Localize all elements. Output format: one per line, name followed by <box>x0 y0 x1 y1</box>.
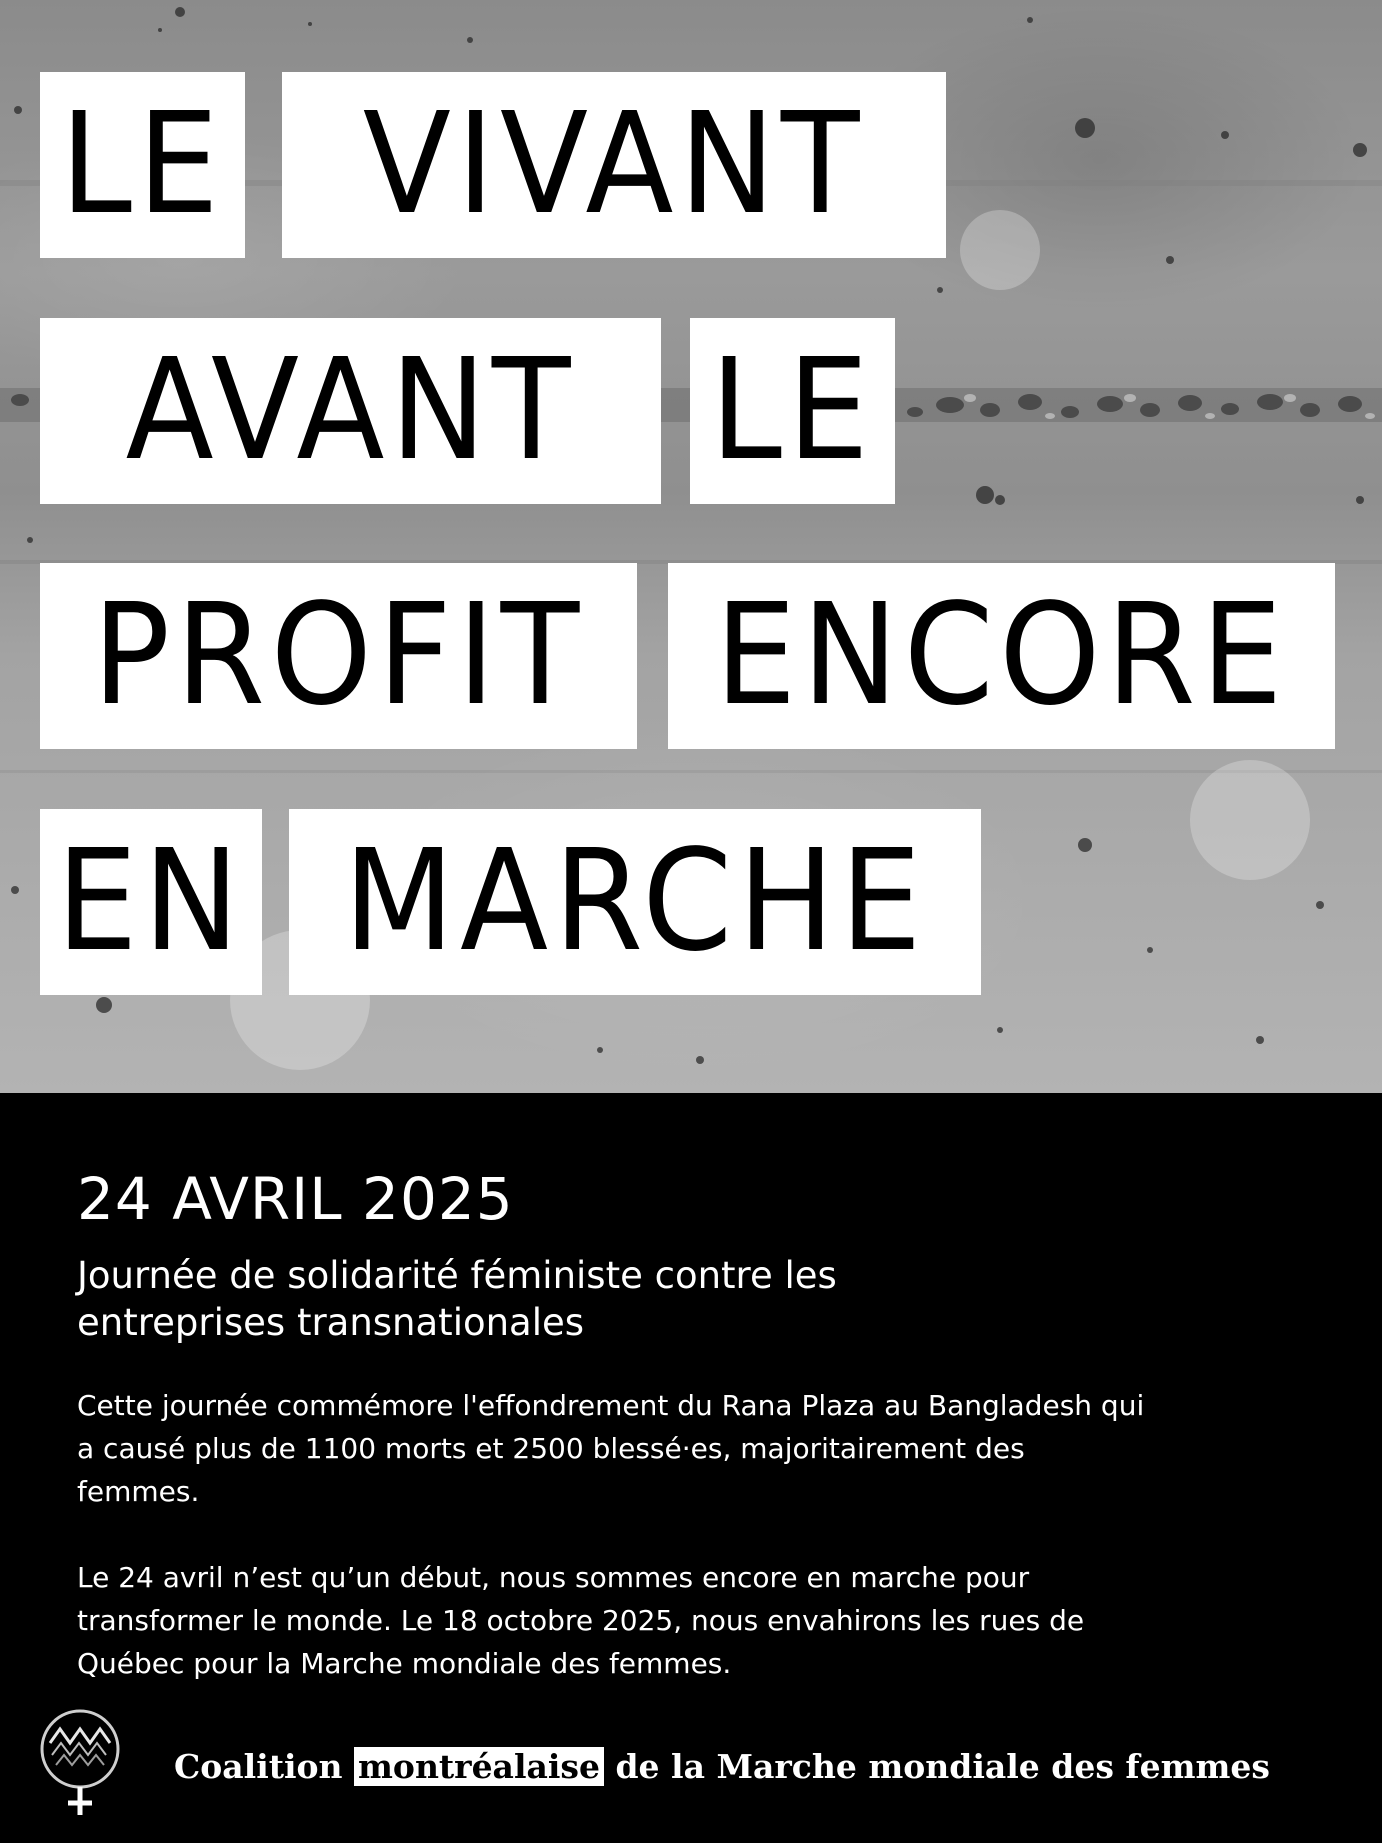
event-subtitle-line-1: Journée de solidarité féministe contre les <box>77 1254 837 1297</box>
headline-word-avant: AVANT <box>40 318 661 504</box>
headline-word-le-1: LE <box>40 72 245 258</box>
headline-word-vivant: VIVANT <box>282 72 946 258</box>
headline-word-encore: ENCORE <box>668 563 1335 749</box>
footer-prefix: Coalition <box>174 1747 343 1786</box>
body-paragraph-2-line-2: transformer le monde. Le 18 octobre 2025, nous envahirons les rues de <box>77 1604 1085 1637</box>
footer-credit <box>174 1745 1270 1789</box>
body-paragraph-1-line-3: femmes. <box>77 1475 200 1508</box>
marche-mondiale-logo-icon <box>30 1703 130 1823</box>
body-paragraph-2-line-1: Le 24 avril n’est qu’un début, nous sommes encore en marche pour <box>77 1561 1030 1594</box>
event-date: 24 AVRIL 2025 <box>77 1165 514 1233</box>
event-subtitle <box>77 1252 1177 1346</box>
headline-word-profit: PROFIT <box>40 563 637 749</box>
body-paragraph-1 <box>77 1384 1307 1513</box>
footer-highlight: montréalaise <box>354 1747 604 1786</box>
footer-suffix: de la Marche mondiale des femmes <box>615 1747 1270 1786</box>
body-paragraph-2-line-3: Québec pour la Marche mondiale des femmes. <box>77 1647 732 1680</box>
body-paragraph-1-line-2: a causé plus de 1100 morts et 2500 blessé·es, majoritairement des <box>77 1432 1025 1465</box>
headline-word-marche: MARCHE <box>289 809 981 995</box>
body-paragraph-2 <box>77 1556 1307 1685</box>
headline-word-le-2: LE <box>690 318 895 504</box>
headline-word-en: EN <box>40 809 262 995</box>
body-paragraph-1-line-1: Cette journée commémore l'effondrement du Rana Plaza au Bangladesh qui <box>77 1389 1145 1422</box>
event-subtitle-line-2: entreprises transnationales <box>77 1301 585 1344</box>
